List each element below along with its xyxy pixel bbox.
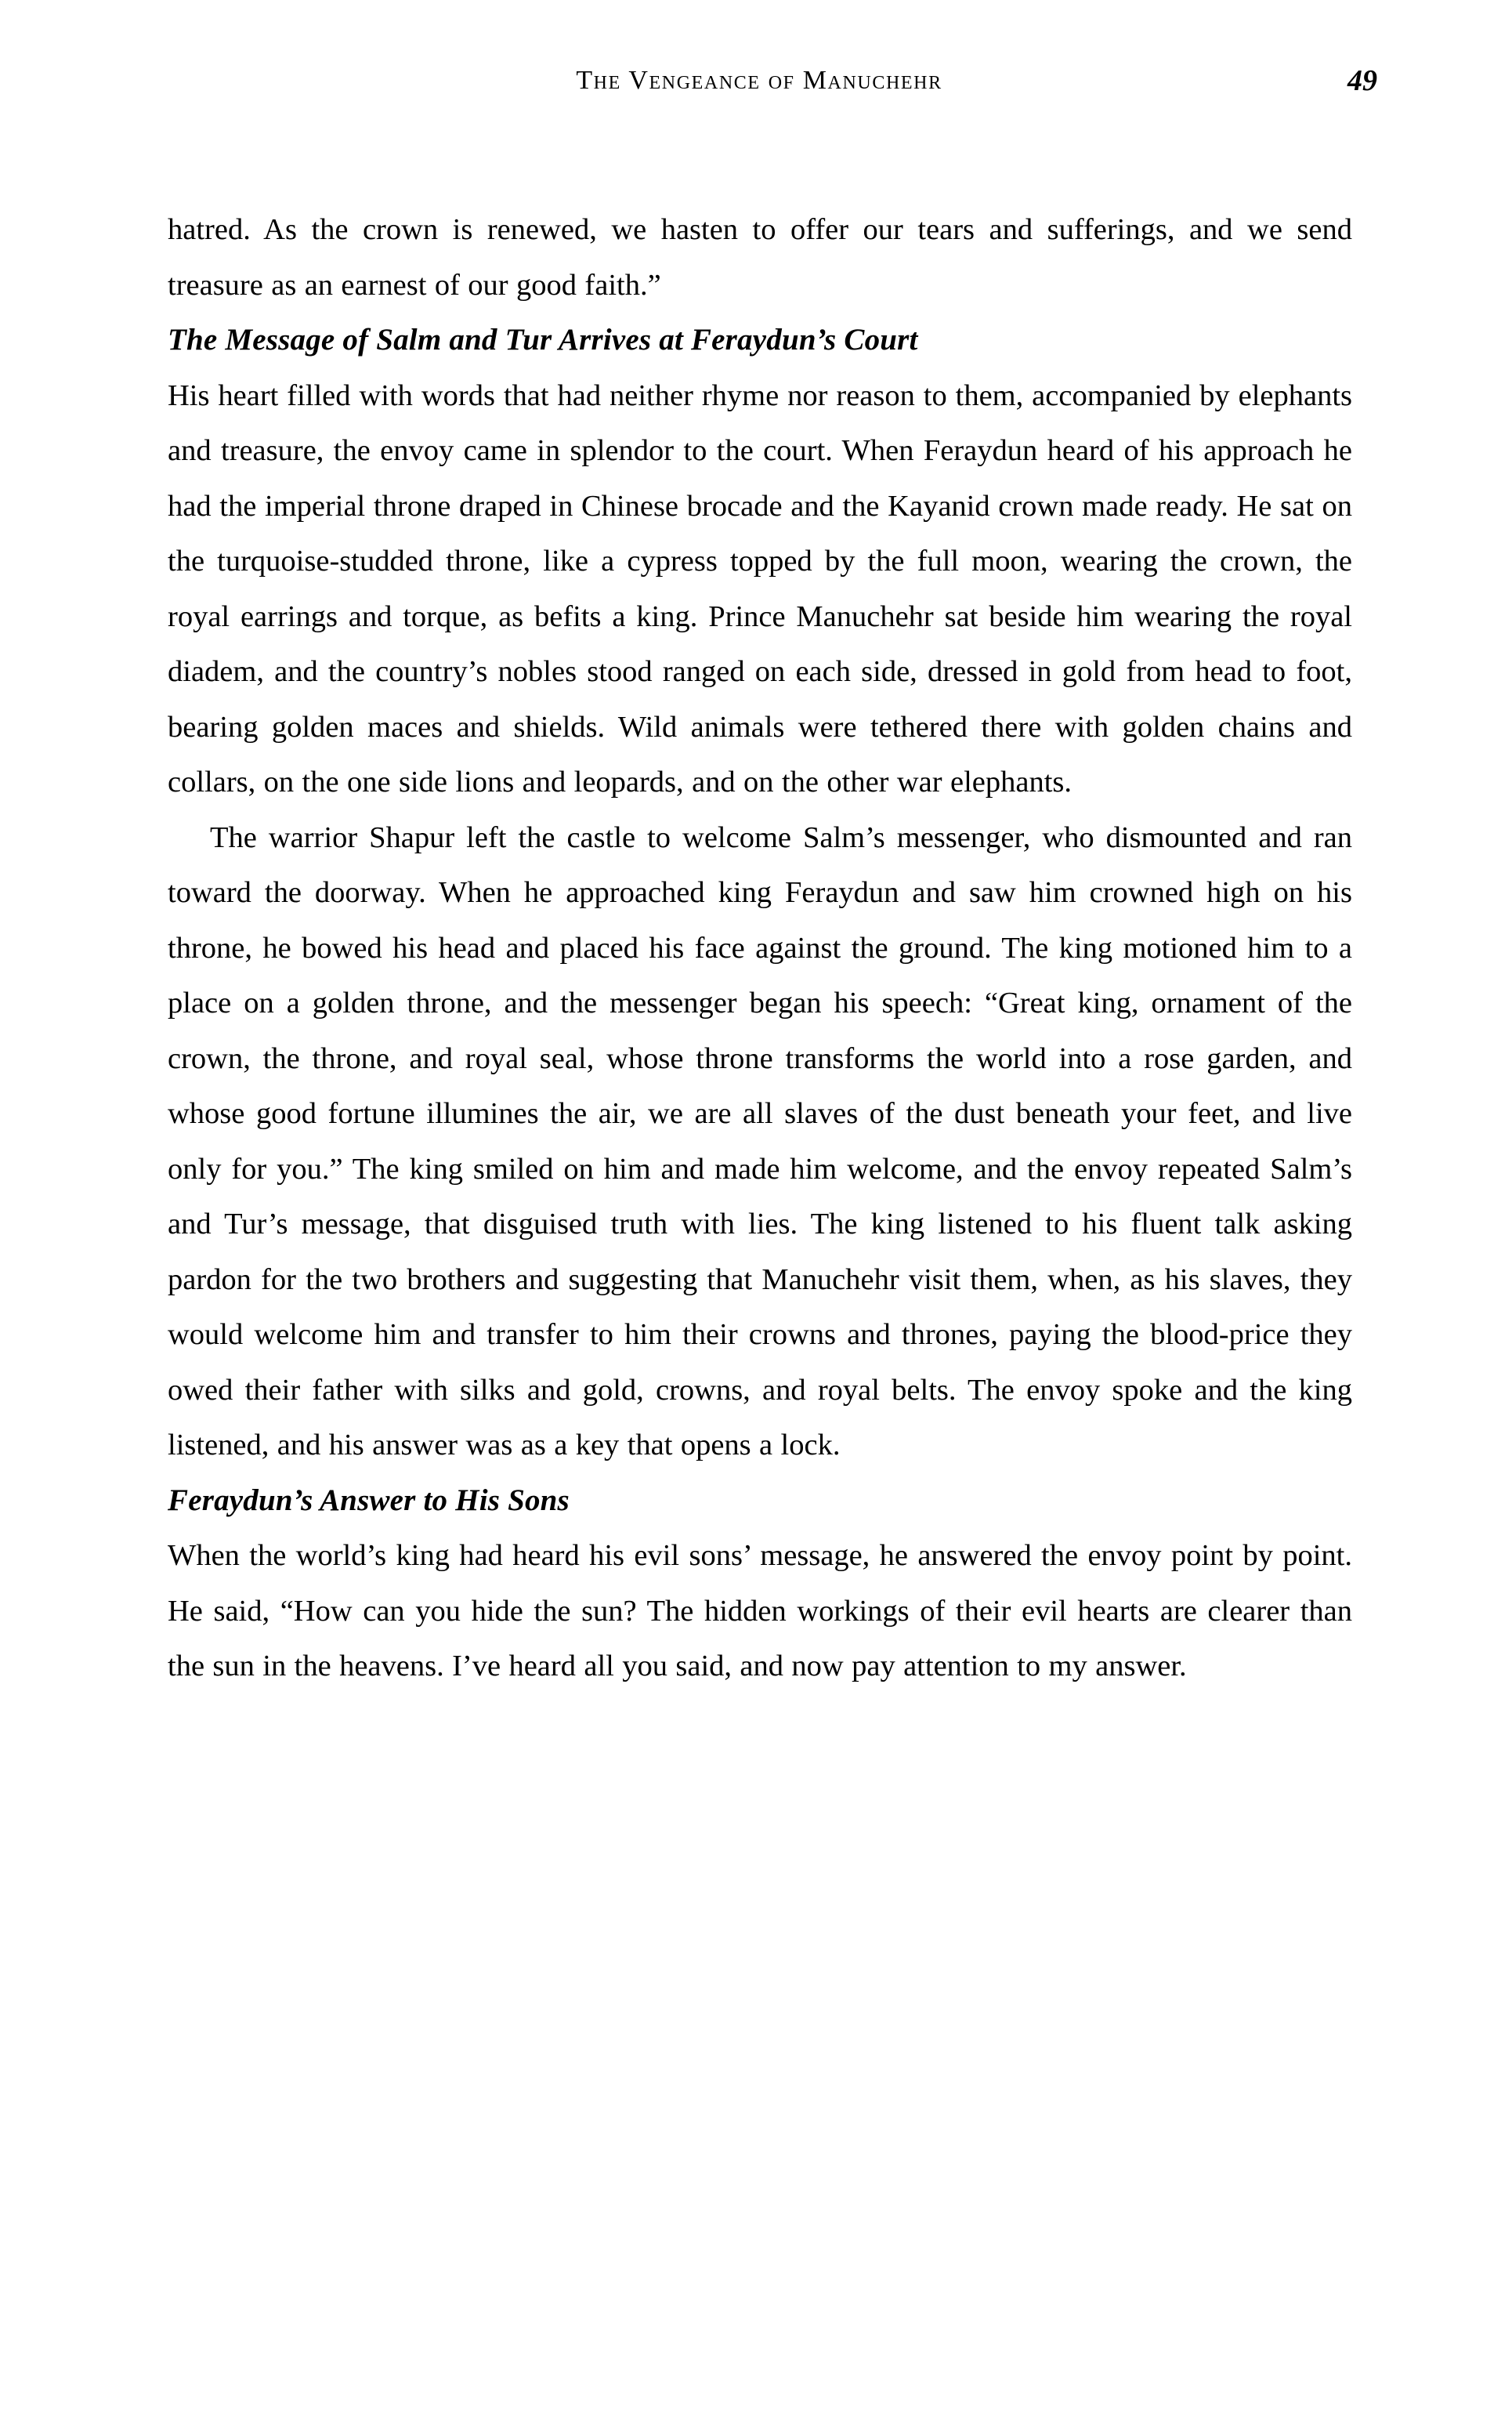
section-heading-message-of-salm-and-tur: The Message of Salm and Tur Arrives at Feraydun’s Court (168, 323, 918, 357)
section-heading-feraydun-answer: Feraydun’s Answer to His Sons (168, 1483, 570, 1517)
paragraph-continuation: hatred. As the crown is renewed, we hasten to offer our tears and sufferings, and we send treasure as an earnest of our good faith.” (168, 213, 1352, 302)
text-block (168, 202, 1352, 1694)
paragraph-feraydun-answers: When the world’s king had heard his evil sons’ message, he answered the envoy point by point. He said, “How can you hide the sun? The hidden workings of their evil hearts are clearer than the sun in the heavens. I’ve heard all you said, and now pay attention to my answer. (168, 1539, 1352, 1682)
page-number: 49 (1347, 64, 1377, 97)
running-head (168, 67, 1351, 114)
paragraph-envoy-arrives: His heart filled with words that had neither rhyme nor reason to them, accompanied by elephants and treasure, the envoy came in splendor to the court. When Feraydun heard of his approach he had the imperial throne draped in Chinese brocade and the Kayanid crown made ready. He sat on the turquoise-studded throne, like a cypress topped by the full moon, wearing the crown, the royal earrings and torque, as befits a king. Prince Manuchehr sat beside him wearing the royal diadem, and the country’s nobles stood ranged on each side, dressed in gold from head to foot, bearing golden maces and shields. Wild animals were tethered there with golden chains and collars, on the one side lions and leopards, and on the other war elephants. (168, 378, 1352, 799)
paragraph-shapur-welcomes-messenger: The warrior Shapur left the castle to welcome Salm’s messenger, who dismounted and ran toward the doorway. When he approached king Feraydun and saw him crowned high on his throne, he bowed his head and placed his face against the ground. The king motioned him to a place on a golden throne, and the messenger began his speech: “Great king, ornament of the crown, the throne, and royal seal, whose throne transforms the world into a rose garden, and whose good fortune illumines the air, we are all slaves of the dust beneath your feet, and live only for you.” The king smiled on him and made him welcome, and the envoy repeated Salm’s and Tur’s message, that disguised truth with lies. The king listened to his fluent talk asking pardon for the two brothers and suggesting that Manuchehr visit them, when, as his slaves, they would welcome him and transfer to him their crowns and thrones, paying the blood-price they owed their father with silks and gold, crowns, and royal belts. The envoy spoke and the king listened, and his answer was as a key that opens a lock. (168, 820, 1352, 1461)
running-head-title: The Vengeance of Manuchehr (576, 66, 942, 95)
